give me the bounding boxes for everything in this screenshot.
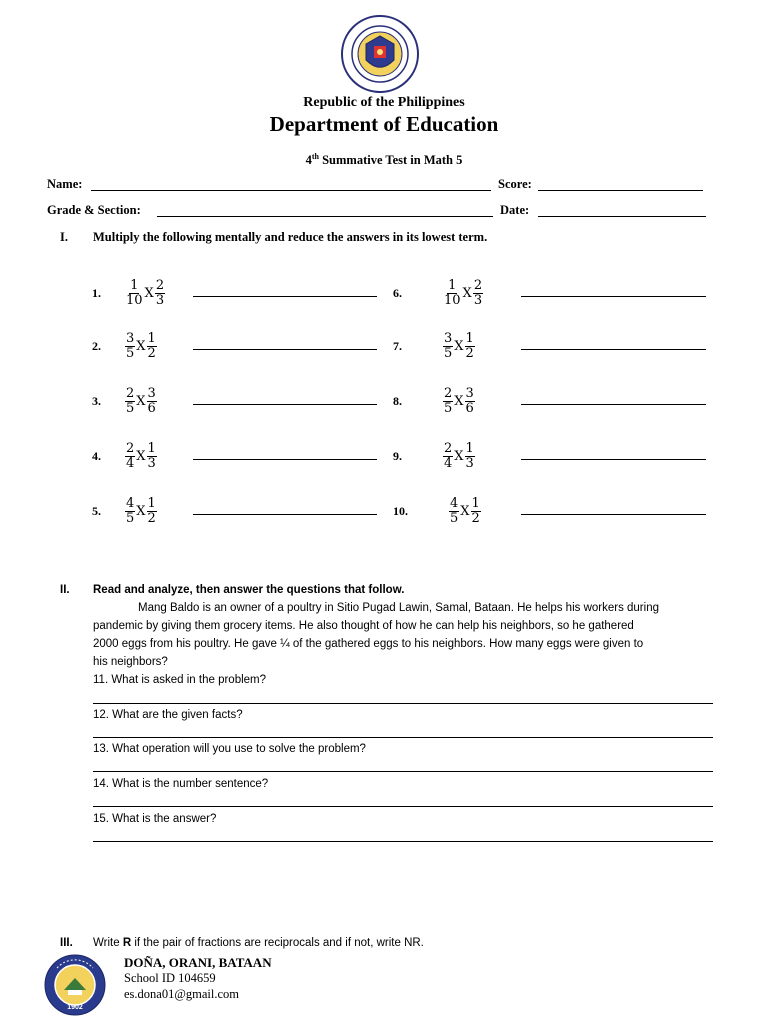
fraction-b [147, 442, 157, 471]
answer-line-11[interactable] [93, 703, 713, 704]
item-number: 6. [393, 285, 402, 300]
times-sign: X [454, 338, 464, 354]
fraction-b-denominator: 2 [147, 345, 156, 361]
fraction-b-numerator: 1 [465, 440, 474, 456]
test-title [0, 152, 768, 168]
answer-line[interactable] [521, 459, 706, 460]
answer-line[interactable] [193, 404, 377, 405]
item-number: 2. [92, 338, 101, 353]
fraction-b [147, 387, 157, 416]
fraction-a-numerator: 4 [450, 495, 459, 511]
name-field[interactable] [91, 190, 491, 191]
item-number: 5. [92, 503, 101, 518]
answer-line[interactable] [193, 514, 377, 515]
answer-line[interactable] [193, 349, 377, 350]
fraction-b-denominator: 3 [155, 292, 165, 308]
multiply-item [393, 496, 481, 526]
fraction-a-denominator: 4 [126, 455, 135, 471]
school-id: School ID 104659 [124, 971, 216, 985]
question-12: 12. What are the given facts? [93, 709, 243, 721]
deped-seal [340, 14, 420, 94]
fraction-b-denominator: 3 [465, 455, 474, 471]
school-logo [44, 954, 106, 1016]
multiply-item [393, 278, 483, 308]
fraction-b [147, 332, 157, 361]
problem-line-2: pandemic by giving them grocery items. He also thought of how he can help his neighbors, so he gathered [93, 620, 634, 632]
republic-heading: Republic of the Philippines [303, 95, 465, 110]
fraction-a-denominator: 10 [126, 292, 143, 308]
problem-line-1: Mang Baldo is an owner of a poultry in Sitio Pugad Lawin, Samal, Bataan. He helps his workers during [138, 602, 659, 614]
multiply-item [393, 331, 475, 361]
item-number: 7. [393, 338, 402, 353]
fraction-a [125, 442, 135, 471]
fraction-b-numerator: 1 [147, 495, 156, 511]
times-sign: X [144, 285, 154, 301]
fraction-a-denominator: 5 [450, 510, 459, 526]
multiply-item [92, 278, 165, 308]
grade-section-label: Grade & Section: [47, 203, 141, 217]
test-title-number: 4 [305, 153, 312, 168]
fraction-a-numerator: 2 [444, 440, 453, 456]
fraction-b-denominator: 3 [473, 292, 483, 308]
answer-line[interactable] [521, 514, 706, 515]
fraction-a [443, 279, 462, 308]
fraction-a [443, 387, 453, 416]
fraction-a-numerator: 3 [444, 330, 453, 346]
times-sign: X [136, 448, 146, 464]
answer-line-14[interactable] [93, 806, 713, 807]
fraction-b-numerator: 1 [147, 330, 156, 346]
fraction-a [449, 497, 459, 526]
item-number: 8. [393, 393, 402, 408]
fraction-a-numerator: 2 [126, 385, 135, 401]
fraction-b [465, 387, 475, 416]
item-number: 9. [393, 448, 402, 463]
score-field[interactable] [538, 190, 703, 191]
times-sign: X [136, 503, 146, 519]
problem-line-3: 2000 eggs from his poultry. He gave ¼ of the gathered eggs to his neighbors. How many eggs were given to [93, 638, 644, 650]
problem-line-4: his neighbors? [93, 656, 168, 668]
fraction-a-numerator: 4 [126, 495, 135, 511]
fraction-b [473, 279, 483, 308]
department-heading: Department of Education [269, 112, 499, 136]
question-13: 13. What operation will you use to solve the problem? [93, 743, 366, 755]
multiply-item [393, 441, 475, 471]
fraction-b-denominator: 2 [465, 345, 474, 361]
fraction-a-numerator: 2 [126, 440, 135, 456]
fraction-b-denominator: 2 [471, 510, 480, 526]
times-sign: X [460, 503, 470, 519]
answer-line[interactable] [193, 459, 377, 460]
name-label: Name: [47, 177, 83, 191]
fraction-a-denominator: 5 [126, 345, 135, 361]
fraction-a [125, 387, 135, 416]
times-sign: X [136, 393, 146, 409]
fraction-a-numerator: 1 [130, 277, 139, 293]
question-14: 14. What is the number sentence? [93, 778, 269, 790]
school-logo-year: 1902 [67, 1004, 83, 1011]
multiply-item [92, 386, 157, 416]
multiply-item [393, 386, 475, 416]
fraction-b-numerator: 3 [465, 385, 474, 401]
fraction-a [125, 497, 135, 526]
fraction-a [125, 279, 144, 308]
times-sign: X [454, 393, 464, 409]
item-number: 1. [92, 285, 101, 300]
question-11: 11. What is asked in the problem? [93, 674, 267, 686]
part3-instruction-pre: Write [93, 937, 123, 949]
fraction-b [155, 279, 165, 308]
fraction-b [147, 497, 157, 526]
item-number: 3. [92, 393, 101, 408]
fraction-b [471, 497, 481, 526]
fraction-a-numerator: 3 [126, 330, 135, 346]
answer-line-15[interactable] [93, 841, 713, 842]
fraction-a-denominator: 5 [126, 400, 135, 416]
answer-line-13[interactable] [93, 771, 713, 772]
school-name: DOÑA, ORANI, BATAAN [124, 955, 272, 970]
part2-instruction: Read and analyze, then answer the questions that follow. [93, 584, 405, 596]
fraction-a-denominator: 5 [444, 345, 453, 361]
fraction-a-denominator: 4 [444, 455, 453, 471]
item-number: 4. [92, 448, 101, 463]
part3-instruction-rest: if the pair of fractions are reciprocals and if not, write NR. [131, 937, 424, 949]
test-title-superscript: th [311, 152, 319, 161]
part1-numeral: I. [60, 230, 68, 244]
fraction-a-denominator: 5 [444, 400, 453, 416]
fraction-b [465, 442, 475, 471]
grade-section-field[interactable] [157, 216, 493, 217]
answer-line[interactable] [521, 296, 706, 297]
fraction-a-numerator: 1 [448, 277, 457, 293]
fraction-a-denominator: 10 [444, 292, 461, 308]
answer-line[interactable] [521, 404, 706, 405]
fraction-b-denominator: 6 [147, 400, 156, 416]
part1-instruction: Multiply the following mentally and reduce the answers in its lowest term. [93, 230, 488, 244]
test-title-text: Summative Test in Math 5 [318, 153, 463, 168]
fraction-b-numerator: 1 [471, 495, 480, 511]
fraction-b-numerator: 2 [155, 277, 165, 293]
fraction-b-denominator: 2 [147, 510, 156, 526]
times-sign: X [136, 338, 146, 354]
date-label: Date: [500, 203, 530, 217]
fraction-b-numerator: 1 [147, 440, 156, 456]
answer-line[interactable] [521, 349, 706, 350]
part3-numeral: III. [60, 937, 73, 949]
fraction-b-numerator: 3 [147, 385, 156, 401]
fraction-b [465, 332, 475, 361]
school-email: es.dona01@gmail.com [124, 987, 239, 1001]
part3-instruction [93, 937, 424, 949]
fraction-a [443, 442, 453, 471]
fraction-b-denominator: 3 [147, 455, 156, 471]
part2-numeral: II. [60, 584, 70, 596]
multiply-item [92, 441, 157, 471]
score-label: Score: [498, 177, 532, 191]
answer-line[interactable] [193, 296, 377, 297]
multiply-item [92, 496, 157, 526]
question-15: 15. What is the answer? [93, 813, 217, 825]
fraction-a-numerator: 2 [444, 385, 453, 401]
date-field[interactable] [538, 216, 706, 217]
times-sign: X [454, 448, 464, 464]
answer-line-12[interactable] [93, 737, 713, 738]
fraction-a [443, 332, 453, 361]
fraction-a-denominator: 5 [126, 510, 135, 526]
fraction-a [125, 332, 135, 361]
times-sign: X [462, 285, 472, 301]
item-number: 10. [393, 503, 408, 518]
multiply-item [92, 331, 157, 361]
part3-instruction-r: R [122, 937, 132, 949]
fraction-b-numerator: 1 [465, 330, 474, 346]
fraction-b-denominator: 6 [465, 400, 474, 416]
fraction-b-numerator: 2 [473, 277, 483, 293]
